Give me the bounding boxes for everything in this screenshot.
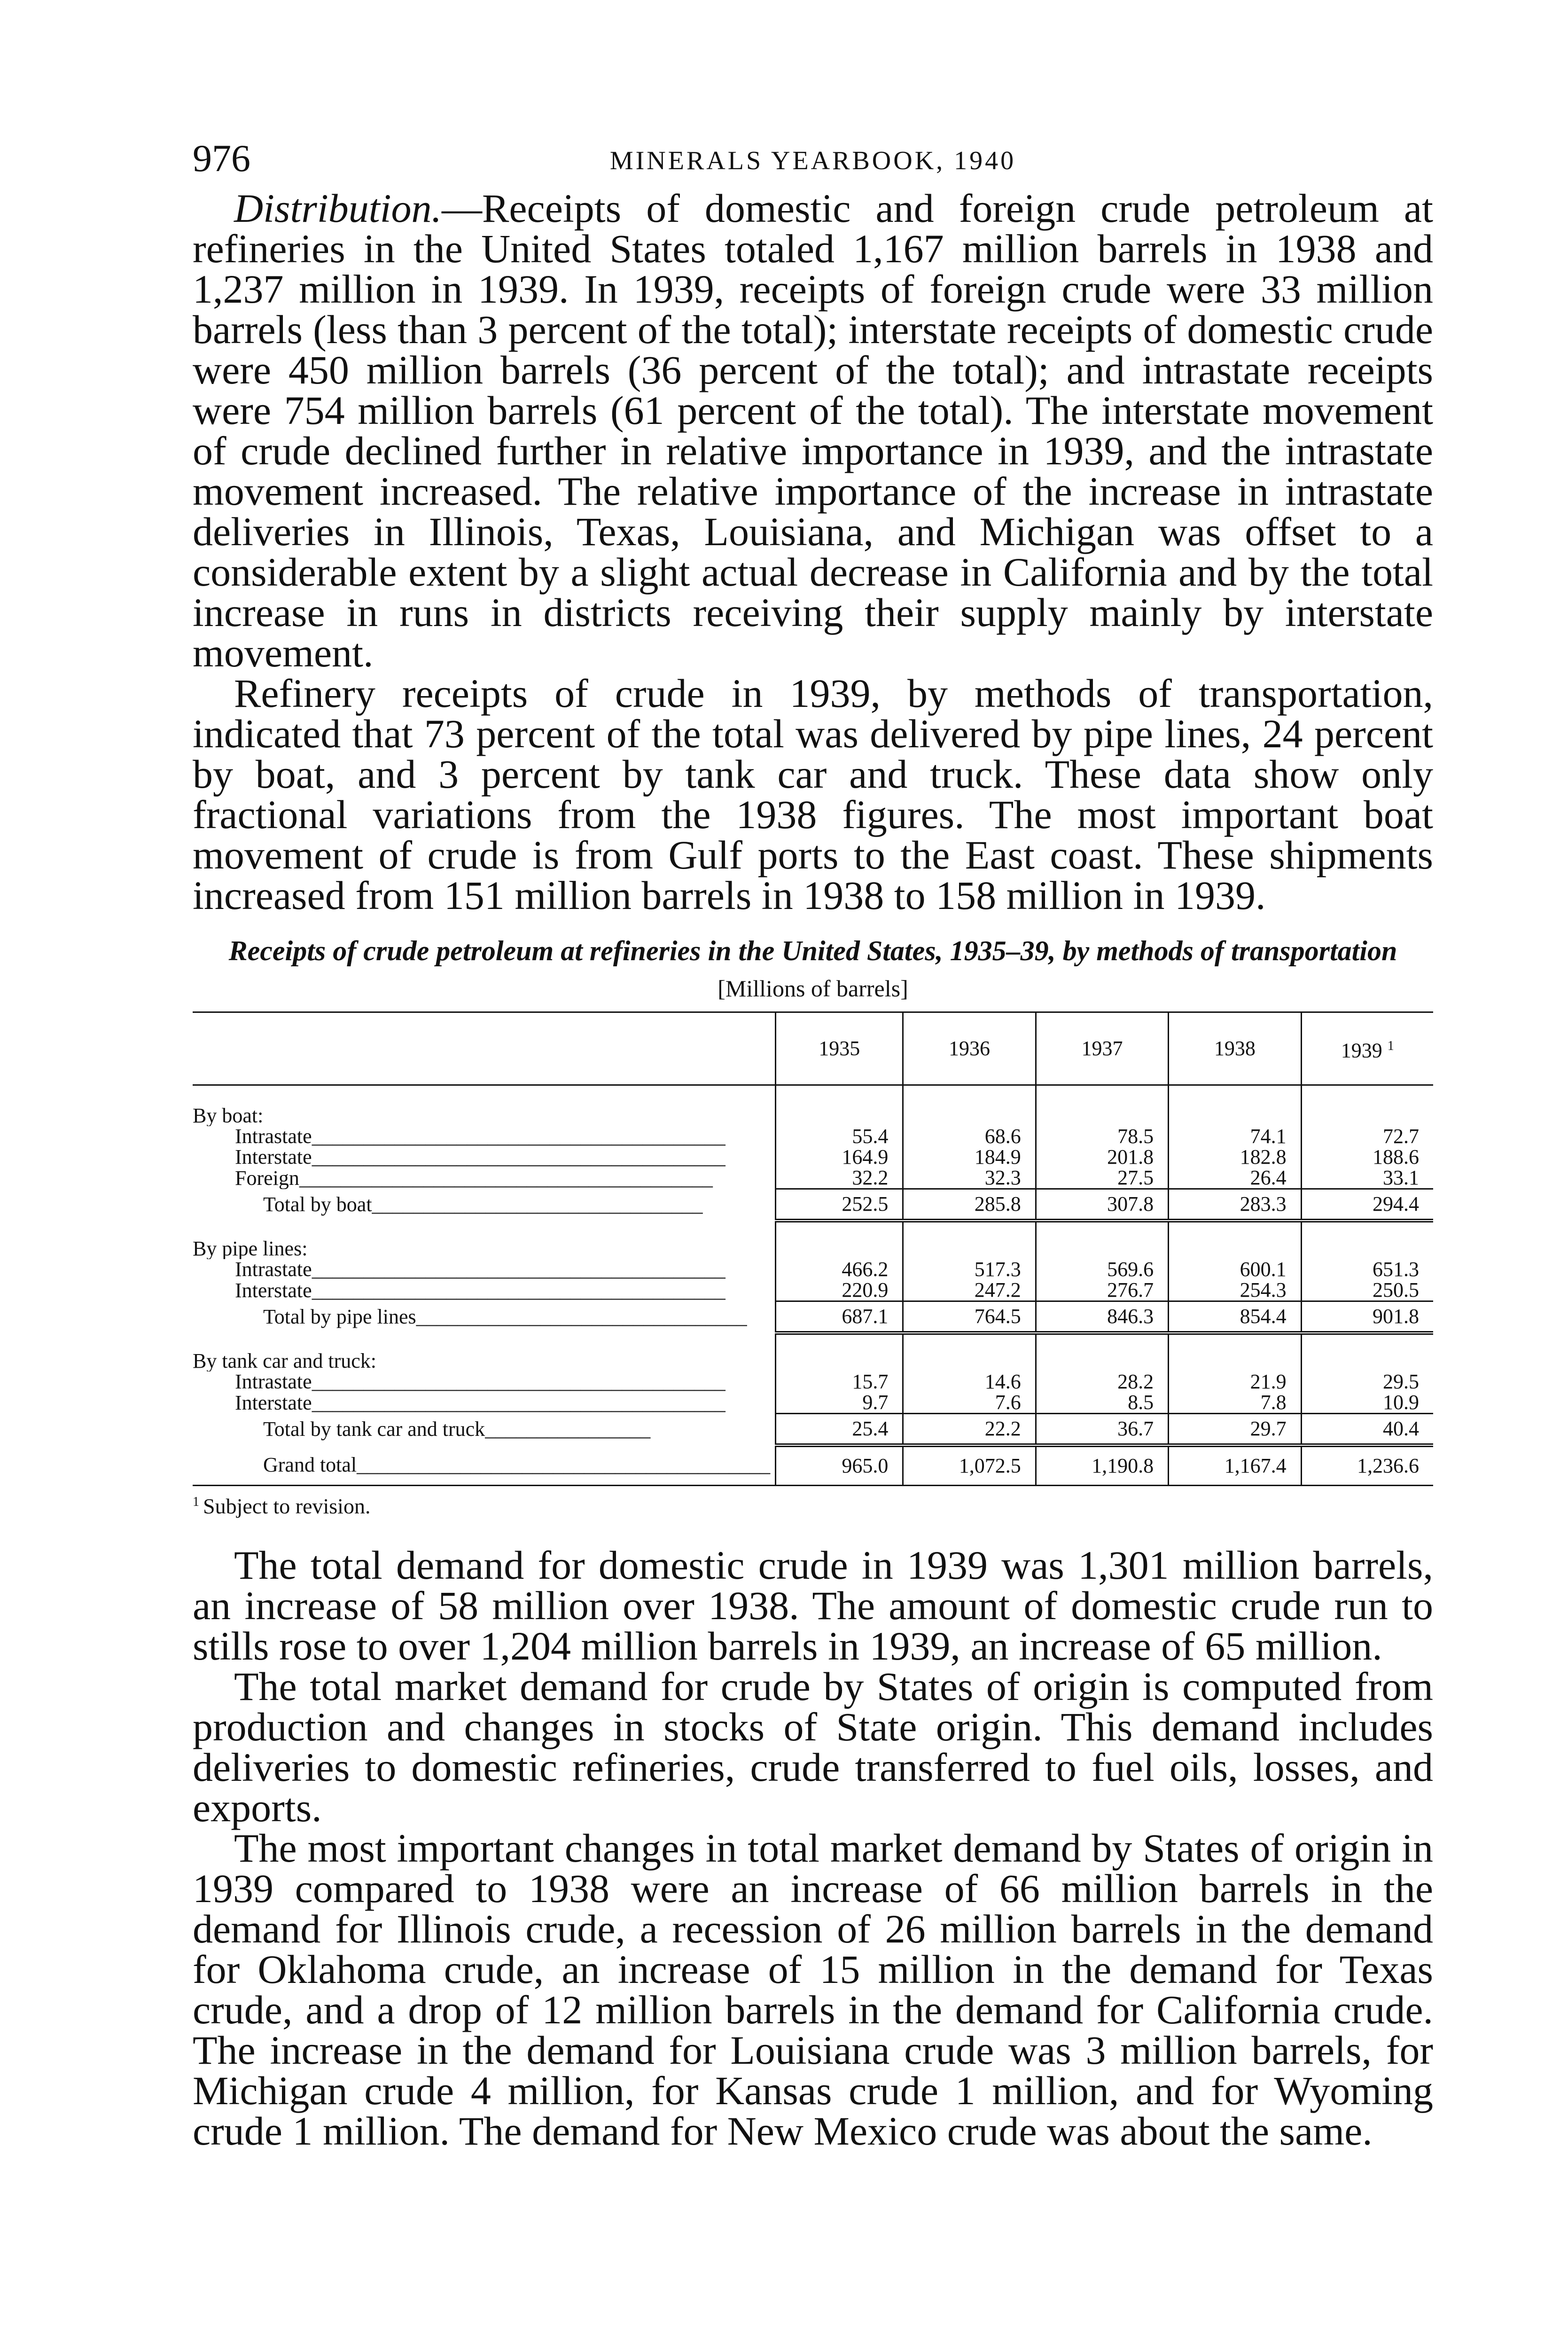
- col-header-1935: 1935: [776, 1012, 903, 1085]
- row-label: Total by boat: [263, 1193, 372, 1216]
- cell: 687.1: [776, 1301, 903, 1333]
- cell: 188.6: [1301, 1147, 1433, 1167]
- cell: 1,236.6: [1301, 1445, 1433, 1486]
- cell: 250.5: [1301, 1280, 1433, 1301]
- cell: 15.7: [776, 1371, 903, 1392]
- cell: 74.1: [1169, 1126, 1301, 1147]
- group-row: [193, 1105, 1433, 1126]
- cell: 294.4: [1301, 1189, 1433, 1221]
- cell: 29.7: [1169, 1414, 1301, 1446]
- cell: 1,190.8: [1036, 1445, 1168, 1486]
- cell: 28.2: [1036, 1371, 1168, 1392]
- cell: 32.2: [776, 1167, 903, 1189]
- table-units: [Millions of barrels]: [718, 975, 908, 1002]
- row-label: Intrastate: [235, 1259, 312, 1280]
- row-label: Grand total: [263, 1453, 357, 1476]
- cell: 7.8: [1169, 1392, 1301, 1414]
- paragraph-total-demand: The total demand for domestic crude in 1939 was 1,301 million barrels, an increase of 58 million over 1938. The amount of domestic crude run to stills rose to over 1,204 million barrels in 1939, an increase of 65 million.: [193, 1543, 1433, 1668]
- table-footnote: [193, 1494, 1433, 1519]
- cell: 1,072.5: [903, 1445, 1036, 1486]
- cell: 164.9: [776, 1147, 903, 1167]
- cell: 220.9: [776, 1280, 903, 1301]
- group-label: By tank car and truck:: [193, 1351, 376, 1371]
- cell: 247.2: [903, 1280, 1036, 1301]
- row-label: Intrastate: [235, 1126, 312, 1147]
- row-label: Total by pipe lines: [263, 1305, 416, 1329]
- cell: 965.0: [776, 1445, 903, 1486]
- table-row: Intrastate________________________________________ 55.4 68.6 78.5 74.1 72.7: [193, 1126, 1433, 1147]
- table-row: Interstate________________________________________ 9.7 7.6 8.5 7.8 10.9: [193, 1392, 1433, 1414]
- cell: 68.6: [903, 1126, 1036, 1147]
- cell: 466.2: [776, 1259, 903, 1280]
- table-caption: Receipts of crude petroleum at refineries in the United States, 1935–39, by methods of transportation: [228, 935, 1397, 966]
- table-header-row: [193, 1012, 1433, 1085]
- group-label: By boat:: [193, 1105, 264, 1126]
- table-row: Intrastate________________________________________ 466.2 517.3 569.6 600.1 651.3: [193, 1259, 1433, 1280]
- row-label: Total by tank car and truck: [263, 1418, 485, 1441]
- body-lower: [193, 1543, 1433, 2154]
- group-row: [193, 1351, 1433, 1371]
- paragraph-distribution: [193, 188, 1433, 673]
- group-label: By pipe lines:: [193, 1238, 308, 1259]
- cell: 25.4: [776, 1414, 903, 1446]
- cell: 600.1: [1169, 1259, 1301, 1280]
- cell: 252.5: [776, 1189, 903, 1221]
- col-header-1936: 1936: [903, 1012, 1036, 1085]
- cell: 285.8: [903, 1189, 1036, 1221]
- cell: 276.7: [1036, 1280, 1168, 1301]
- row-label: Interstate: [235, 1392, 312, 1414]
- table-row: Interstate________________________________________ 220.9 247.2 276.7 254.3 250.5: [193, 1280, 1433, 1301]
- page-header: [193, 136, 1433, 188]
- total-row: Total by boat________________________________ 252.5 285.8 307.8 283.3 294.4: [193, 1189, 1433, 1221]
- row-label: Interstate: [235, 1280, 312, 1301]
- cell: 201.8: [1036, 1147, 1168, 1167]
- cell: 517.3: [903, 1259, 1036, 1280]
- cell: 32.3: [903, 1167, 1036, 1189]
- page-number: 976: [193, 137, 250, 180]
- grand-total-row: Grand total________________________________________ 965.0 1,072.5 1,190.8 1,167.4 1,236.6: [193, 1445, 1433, 1486]
- header-stub: [193, 1012, 776, 1085]
- row-label: Interstate: [235, 1147, 312, 1167]
- cell: 764.5: [903, 1301, 1036, 1333]
- group-row: [193, 1238, 1433, 1259]
- cell: 21.9: [1169, 1371, 1301, 1392]
- row-label: Foreign: [235, 1167, 299, 1189]
- table-row: Interstate________________________________________ 164.9 184.9 201.8 182.8 188.6: [193, 1147, 1433, 1167]
- cell: 651.3: [1301, 1259, 1433, 1280]
- col-header-1938: 1938: [1169, 1012, 1301, 1085]
- cell: 33.1: [1301, 1167, 1433, 1189]
- cell: 9.7: [776, 1392, 903, 1414]
- paragraph-market-demand: The total market demand for crude by States of origin is computed from production and changes in stocks of State origin. This demand includes deliveries to domestic refineries, crude transferred to fuel oils, losses, and exports.: [193, 1664, 1433, 1830]
- cell: 283.3: [1169, 1189, 1301, 1221]
- row-label: Intrastate: [235, 1371, 312, 1392]
- cell: 846.3: [1036, 1301, 1168, 1333]
- col-header-1939: 1939: [1341, 1039, 1382, 1062]
- total-row: Total by tank car and truck________________ 25.4 22.2 36.7 29.7 40.4: [193, 1414, 1433, 1446]
- page: [193, 136, 1433, 2154]
- cell: 22.2: [903, 1414, 1036, 1446]
- paragraph-text: —Receipts of domestic and foreign crude petroleum at refineries in the United States totaled 1,167 million barrels in 1938 and 1,237 million in 1939. In 1939, receipts of foreign crude were 33 million barrels (less than 3 percent of the total); interstate receipts of domestic crude were 450 million barrels (36 percent of the total); and intrastate receipts were 754 million barrels (61 percent of the total). The interstate movement of crude declined further in relative importance in 1939, and the intrastate movement increased. The relative importance of the increase in intrastate deliveries in Illinois, Texas, Louisiana, and Michigan was offset to a considerable extent by a slight actual decrease in California and by the total increase in runs in districts receiving their supply mainly by interstate movement.: [193, 186, 1433, 675]
- cell: 1,167.4: [1169, 1445, 1301, 1486]
- table-row: Intrastate________________________________________ 15.7 14.6 28.2 21.9 29.5: [193, 1371, 1433, 1392]
- running-title: MINERALS YEARBOOK, 1940: [609, 146, 1016, 175]
- cell: 27.5: [1036, 1167, 1168, 1189]
- cell: 854.4: [1169, 1301, 1301, 1333]
- paragraph-refinery-receipts: Refinery receipts of crude in 1939, by methods of transportation, indicated that 73 percent of the total was delivered by pipe lines, 24 percent by boat, and 3 percent by tank car and truck. These data show only fractional variations from the 1938 figures. The most important boat movement of crude is from Gulf ports to the East coast. These shipments increased from 151 million barrels in 1938 to 158 million in 1939.: [193, 671, 1433, 918]
- cell: 901.8: [1301, 1301, 1433, 1333]
- cell: 14.6: [903, 1371, 1036, 1392]
- cell: 72.7: [1301, 1126, 1433, 1147]
- cell: 184.9: [903, 1147, 1036, 1167]
- receipts-table: [193, 1011, 1433, 1486]
- total-row: Total by pipe lines________________________________ 687.1 764.5 846.3 854.4 901.8: [193, 1301, 1433, 1333]
- footnote-mark: 1: [1387, 1039, 1394, 1054]
- paragraph-changes: The most important changes in total market demand by States of origin in 1939 compared to 1938 were an increase of 66 million barrels in the demand for Illinois crude, a recession of 26 million barrels in the demand for Oklahoma crude, an increase of 15 million in the demand for Texas crude, and a drop of 12 million barrels in the demand for California crude. The increase in the demand for Louisiana crude was 3 million barrels, for Michigan crude 4 million, for Kansas crude 1 million, and for Wyoming crude 1 million. The demand for New Mexico crude was about the same.: [193, 1825, 1433, 2154]
- col-header-1937: 1937: [1036, 1012, 1168, 1085]
- cell: 10.9: [1301, 1392, 1433, 1414]
- cell: 40.4: [1301, 1414, 1433, 1446]
- cell: 29.5: [1301, 1371, 1433, 1392]
- col-header-1939-cell: [1301, 1012, 1433, 1085]
- cell: 182.8: [1169, 1147, 1301, 1167]
- paragraph-lead: Distribution.: [234, 186, 442, 231]
- footnote-mark: 1: [193, 1494, 199, 1509]
- cell: 7.6: [903, 1392, 1036, 1414]
- cell: 307.8: [1036, 1189, 1168, 1221]
- cell: 254.3: [1169, 1280, 1301, 1301]
- cell: 36.7: [1036, 1414, 1168, 1446]
- cell: 8.5: [1036, 1392, 1168, 1414]
- cell: 569.6: [1036, 1259, 1168, 1280]
- footnote-text: Subject to revision.: [203, 1494, 371, 1518]
- table-row: Foreign________________________________________ 32.2 32.3 27.5 26.4 33.1: [193, 1167, 1433, 1189]
- cell: 26.4: [1169, 1167, 1301, 1189]
- cell: 55.4: [776, 1126, 903, 1147]
- cell: 78.5: [1036, 1126, 1168, 1147]
